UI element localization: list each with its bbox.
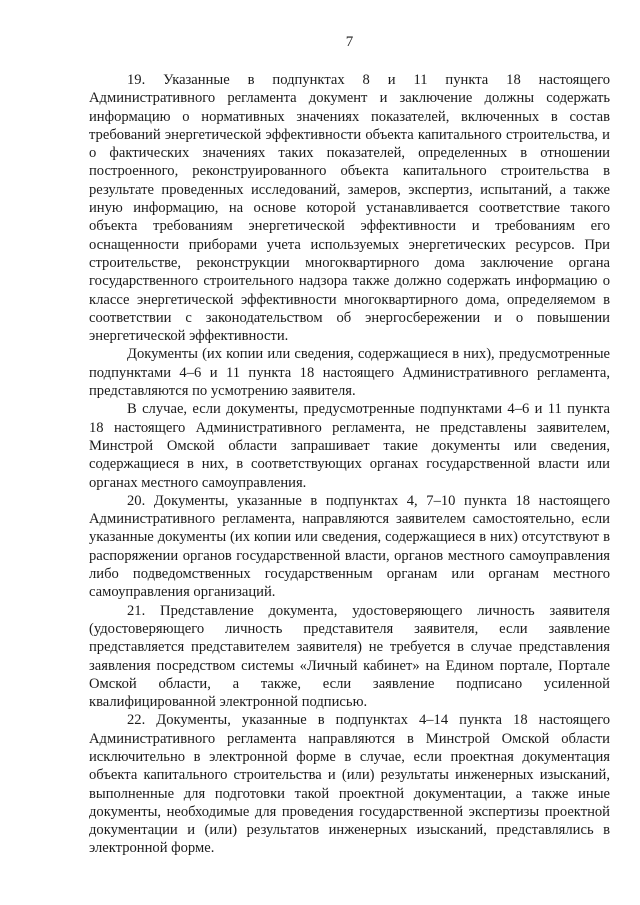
paragraph-documents-discretion: Документы (их копии или сведения, содержащиеся в них), предусмотренные подпунктами 4–6 и 11 пункта 18 настоящего Административного регламента, представляются по усмотрению заявителя.	[89, 346, 610, 400]
paragraph-documents-request: В случае, если документы, предусмотренные подпунктами 4–6 и 11 пункта 18 настоящего Административного регламента, не представлены заявителем, Минстрой Омской области запрашивает такие документы или сведения, содержащиеся в них, в соответствующих органах государственной власти или органах местного самоуправления.	[89, 401, 610, 491]
page-number: 7	[345, 34, 354, 50]
paragraph-21: 21. Представление документа, удостоверяющего личность заявителя (удостоверяющего личность представителя заявителя, если заявление представляется представителем заявителя) не требуется в случае представления заявления посредством системы «Личный кабинет» на Едином портале, Портале Омской области, а также, если заявление подписано усиленной квалифицированной электронной подписью.	[89, 602, 610, 711]
paragraph-22: 22. Документы, указанные в подпунктах 4–14 пункта 18 настоящего Административного регламента направляются в Минстрой Омской области исключительно в электронной форме в случае, если проектная документация объекта капитального строительства и (или) результаты инженерных изысканий, выполненные для подготовки такой проектной документации, а также иные документы, необходимые для проведения государственной экспертизы проектной документации и (или) результатов инженерных изысканий, представлялись в электронной форме.	[89, 712, 610, 857]
paragraph-20: 20. Документы, указанные в подпунктах 4, 7–10 пункта 18 настоящего Административного регламента, направляются заявителем самостоятельно, если указанные документы (их копии или сведения, содержащиеся в них) отсутствуют в распоряжении органов государственной власти, органов местного самоуправления либо подведомственных государственным органам или органам местного самоуправления организаций.	[89, 492, 610, 601]
paragraph-19: 19. Указанные в подпунктах 8 и 11 пункта 18 настоящего Административного регламента документ и заключение должны содержать информацию о нормативных значениях показателей, включенных в состав требований энергетической эффективности объекта капитального строительства, и о фактических значениях таких показателей, определенных в отношении построенного, реконструированного объекта капитального строительства в результате проведенных исследований, замеров, экспертиз, испытаний, а также иную информацию, на основе которой устанавливается соответствие такого объекта требованиям энергетической эффективности и требованиям его оснащенности приборами учета используемых энергетических ресурсов. При строительстве, реконструкции многоквартирного дома заключение органа государственного строительного надзора также должно содержать информацию о классе энергетической эффективности многоквартирного дома, определяемом в соответствии с законодательством об энергосбережении и о повышении энергетической эффективности.	[89, 72, 610, 345]
